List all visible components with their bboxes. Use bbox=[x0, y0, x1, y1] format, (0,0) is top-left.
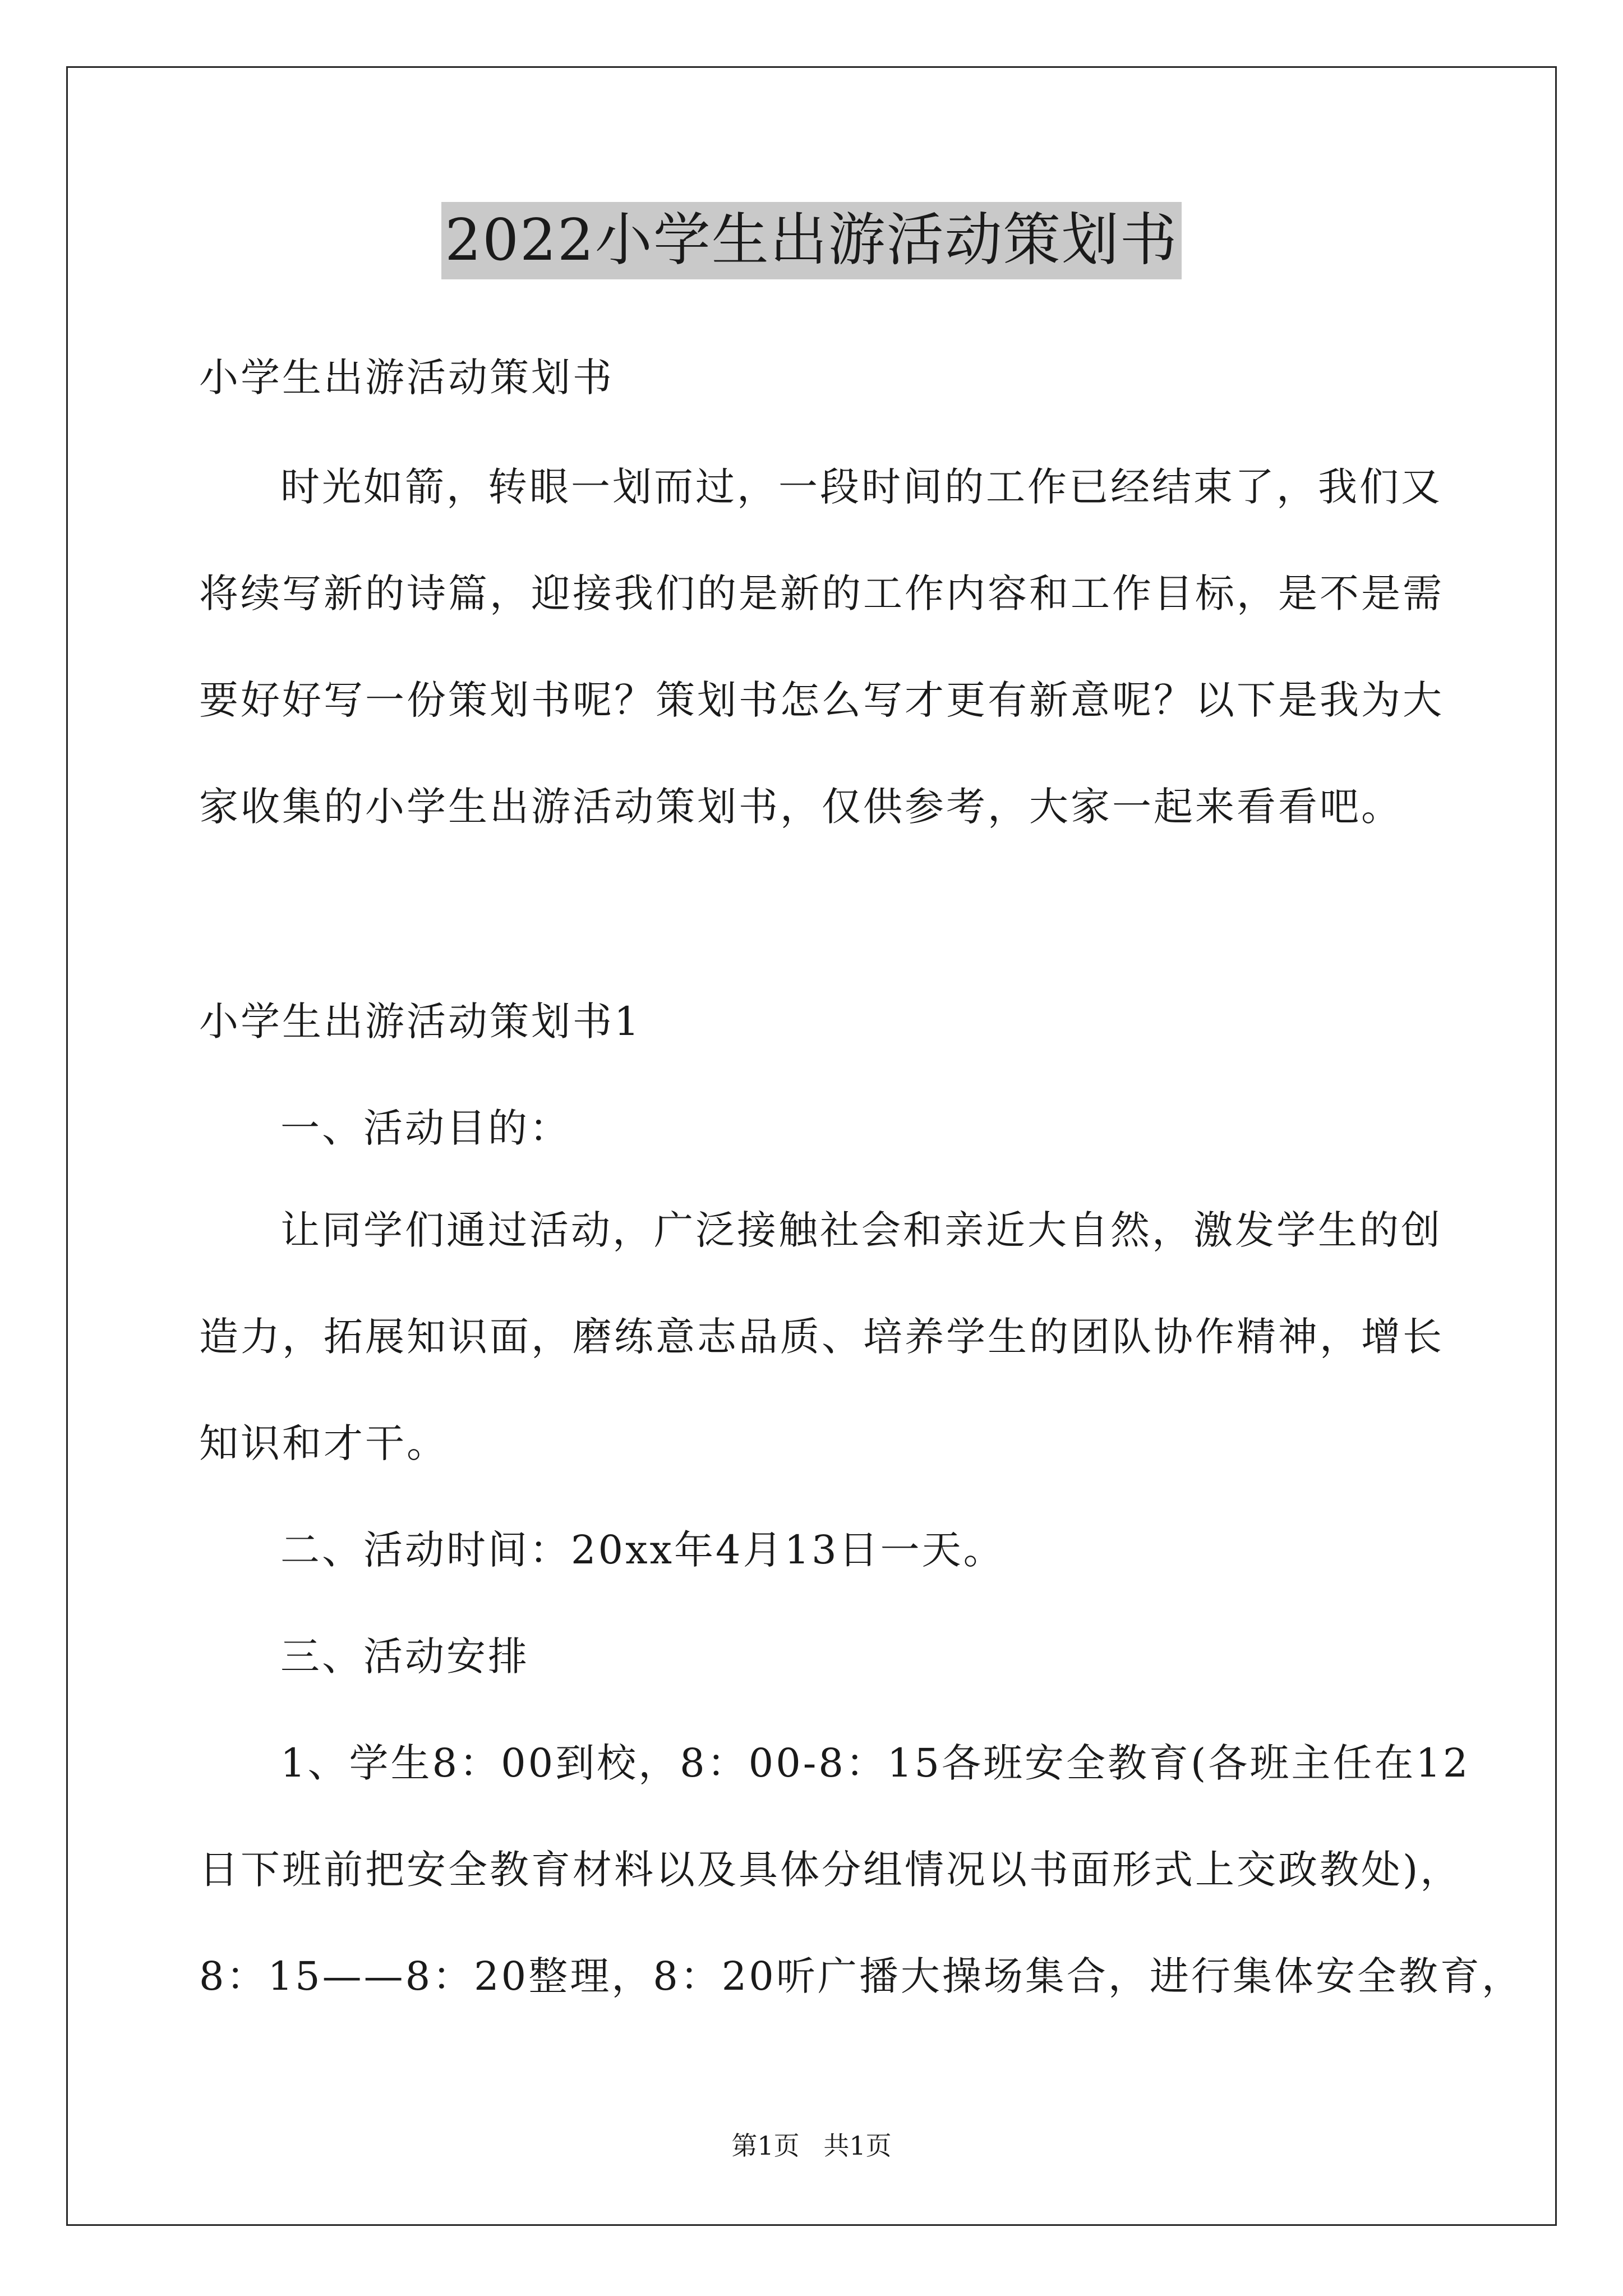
document-title: 2022小学生出游活动策划书 bbox=[441, 202, 1182, 279]
arrangement-heading: 三、活动安排 bbox=[280, 1634, 529, 1680]
intro-line-3: 要好好写一份策划书呢？策划书怎么写才更有新意呢？以下是我为大 bbox=[199, 677, 1444, 723]
intro-line-4: 家收集的小学生出游活动策划书，仅供参考，大家一起来看看吧。 bbox=[199, 784, 1403, 830]
page-footer bbox=[0, 2129, 1623, 2162]
intro-line-2: 将续写新的诗篇，迎接我们的是新的工作内容和工作目标，是不是需 bbox=[199, 570, 1444, 616]
arrangement-line-2: 日下班前把安全教育材料以及具体分组情况以书面形式上交政教处)， bbox=[199, 1847, 1462, 1893]
page-number-total: 共1页 bbox=[823, 2131, 892, 2161]
arrangement-line-1: 1、学生8：00到校，8：00-8：15各班安全教育(各班主任在12 bbox=[280, 1740, 1470, 1786]
purpose-heading: 一、活动目的： bbox=[280, 1105, 571, 1151]
section-heading: 小学生出游活动策划书1 bbox=[199, 999, 642, 1045]
title-wrap bbox=[0, 202, 1623, 279]
time-line: 二、活动时间：20xx年4月13日一天。 bbox=[280, 1527, 1005, 1573]
purpose-line-2: 造力，拓展知识面，磨练意志品质、培养学生的团队协作精神，增长 bbox=[199, 1314, 1444, 1360]
intro-line-1: 时光如箭，转眼一划而过，一段时间的工作已经结束了，我们又 bbox=[280, 464, 1442, 510]
purpose-line-1: 让同学们通过活动，广泛接触社会和亲近大自然，激发学生的创 bbox=[280, 1207, 1442, 1253]
page-number-current: 第1页 bbox=[731, 2131, 800, 2161]
purpose-line-3: 知识和才干。 bbox=[199, 1420, 448, 1466]
document-subtitle: 小学生出游活动策划书 bbox=[199, 355, 614, 401]
arrangement-line-3: 8：15——8：20整理，8：20听广播大操场集合，进行集体安全教育， bbox=[199, 1953, 1523, 1999]
